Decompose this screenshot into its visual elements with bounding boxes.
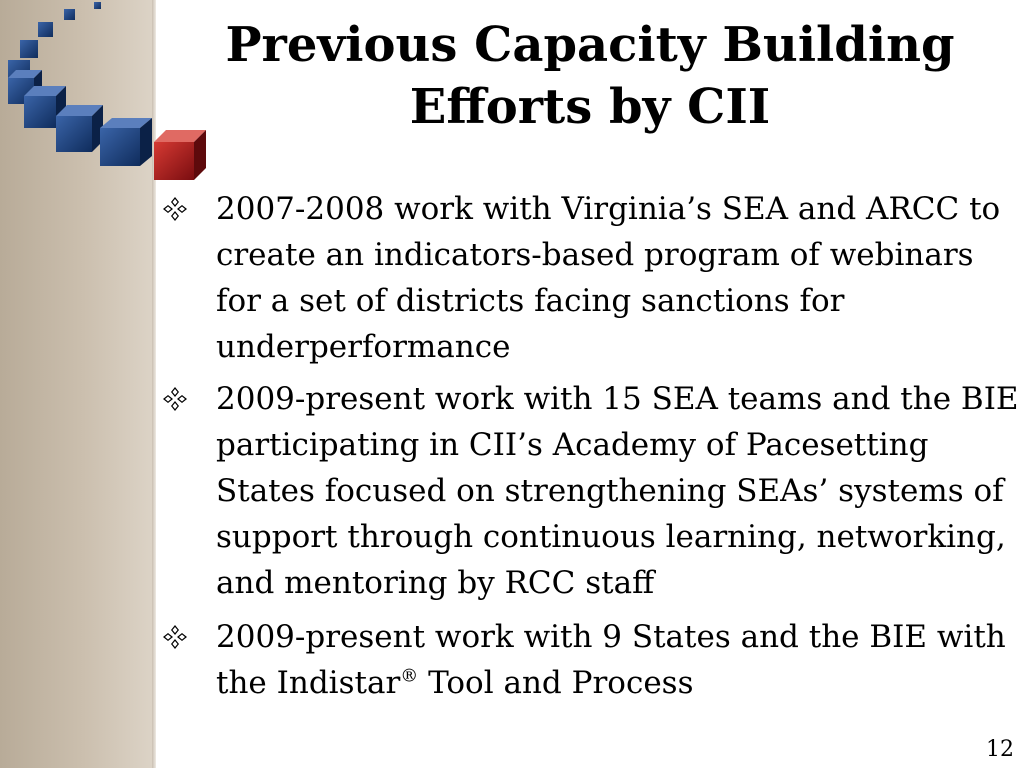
slide-title: Previous Capacity Building Efforts by CII — [225, 17, 955, 135]
bullet-text: 2007-2008 work with Virginia’s SEA and ARCC to create an indicators-based program of webinars for a set of districts facing sanctions for underperformance — [216, 191, 1001, 365]
registered-mark: ® — [400, 665, 419, 687]
bullet-text: 2009-present work with 15 SEA teams and the BIE participating in CII’s Academy of Pacesetting States focused on strengthening SEAs’ systems of support through continuous learning, networking, and mentoring by RCC staff — [216, 381, 1019, 601]
bullet-list — [162, 186, 1022, 712]
four-diamond-bullet-icon — [162, 386, 188, 412]
four-diamond-bullet-icon — [162, 624, 188, 650]
bullet-item — [162, 614, 1022, 706]
slide-number: 12 — [986, 737, 1014, 762]
four-diamond-bullet-icon — [162, 196, 188, 222]
cube-small-2 — [64, 9, 75, 20]
bullet-item — [162, 376, 1022, 606]
cube-large-2 — [100, 118, 152, 166]
bullet-text — [216, 619, 1006, 701]
bullet-text-after: Tool and Process — [418, 665, 694, 701]
cube-small-3 — [38, 22, 53, 37]
bullet-item — [162, 186, 1022, 370]
cube-small-1 — [94, 2, 101, 9]
cube-large-1 — [56, 105, 103, 152]
bullet-text-before: 2009-present work with 9 States and the BIE with the Indistar — [216, 619, 1006, 701]
cube-small-4 — [20, 40, 38, 58]
